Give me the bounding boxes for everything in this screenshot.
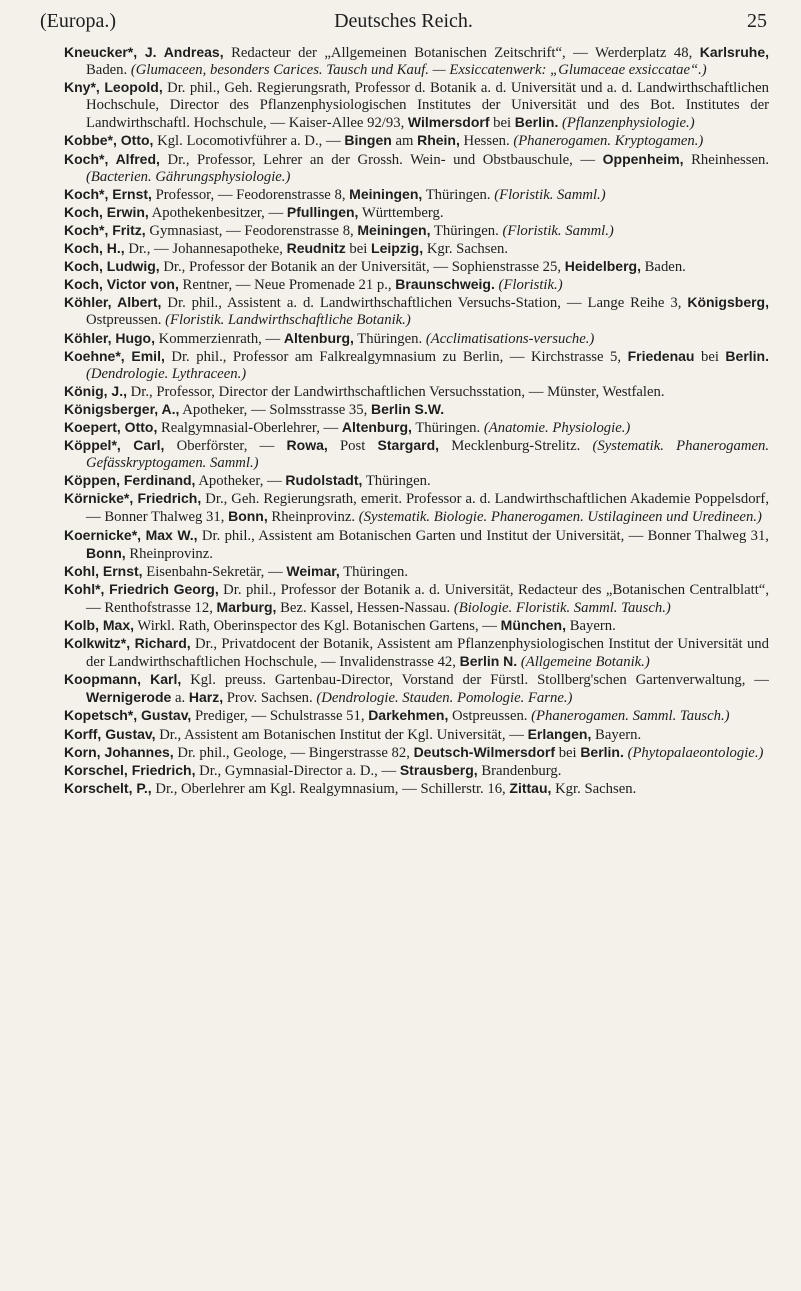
entry-text: Prediger, — Schulstrasse 51, [191, 708, 369, 725]
entry-text: Professor, — Feodorenstrasse 8, [151, 186, 350, 203]
entry-bold-text: Körnicke*, Friedrich, [64, 490, 202, 507]
entry-bold-text: Leipzig, [371, 240, 424, 257]
entry-text: Prov. Sachsen. [223, 690, 317, 707]
entry-bold-text: Korschel, Friedrich, [64, 761, 196, 778]
entry-bold-text: Zittau, [509, 779, 552, 796]
entry-bold-text: Berlin N. [459, 653, 518, 670]
entry-specialty: (Floristik. Landwirthschaftliche Botanik.) [165, 312, 411, 329]
entry-text: Redacteur der „Allgemeinen Botanischen Zeitschrift“, — Werderplatz 48, [223, 45, 700, 61]
directory-entry [64, 707, 769, 725]
entry-specialty: (Pflanzenphysiologie.) [562, 115, 695, 132]
entry-bold-text: Heidelberg, [564, 258, 641, 275]
entry-specialty: (Phanerogamen. Samml. Tausch.) [531, 708, 730, 725]
entry-bold-text: Kny*, Leopold, [64, 79, 163, 96]
directory-entry [64, 401, 769, 419]
entry-specialty: (Biologie. Floristik. Samml. Tausch.) [453, 599, 671, 616]
entry-specialty: (Systematik. Phanerogamen. Gefässkryptogamen. Samml.) [86, 438, 769, 472]
entry-text: Apothekenbesitzer, — [148, 204, 287, 221]
entry-bold-text: Altenburg, [283, 329, 354, 346]
entry-bold-text: Koch, Ludwig, [64, 258, 160, 275]
entry-bold-text: Bonn, [86, 544, 126, 561]
directory-entry [64, 635, 769, 671]
entry-text: Baden. [640, 259, 686, 276]
entry-text: Rentner, — Neue Promenade 21 p., [178, 277, 396, 294]
entry-bold-text: München, [500, 617, 567, 633]
entry-bold-text: Kneucker*, J. Andreas, [64, 44, 224, 60]
entry-specialty: (Anatomie. Physiologie.) [483, 419, 631, 436]
entry-text: Thüringen. [339, 563, 409, 580]
entry-bold-text: Kolkwitz*, Richard, [64, 635, 191, 652]
entry-specialty: (Phanerogamen. Kryptogamen.) [513, 133, 704, 150]
directory-entry [64, 472, 769, 490]
entry-bold-text: Koepert, Otto, [64, 418, 158, 435]
entry-text: Dr., Geh. Regierungsrath, emerit. Professor a. d. Landwirthschaftlichen Akademie Poppelsdorf, — Bonner Thalweg 31, [86, 491, 769, 526]
entry-text: Dr. phil., Geh. Regierungsrath, Professor d. Botanik a. d. Universität und a. d. Landwirthschaftlichen Hochschule, Director des Pflanzenphysiologischen Institutes der Universität und des Bot. Institutes der Landwirthschaftl. Hochschule, — Kaiser-Allee 92/93, [86, 80, 769, 132]
entry-text: Thüringen. [411, 419, 484, 436]
entry-bold-text: Bonn, [228, 508, 268, 525]
entry-text: Rheinprovinz. [125, 545, 213, 562]
entry-specialty: (Phytopalaeontologie.) [627, 744, 764, 761]
entry-text: Rheinprovinz. [267, 509, 359, 526]
entry-bold-text: Köppen, Ferdinand, [64, 472, 196, 489]
entry-text: Ostpreussen. [86, 312, 166, 329]
entry-text: Ostpreussen. [448, 708, 532, 725]
directory-entry [64, 258, 769, 276]
directory-entry [64, 204, 769, 222]
entry-bold-text: Harz, [188, 689, 224, 706]
entry-bold-text: Kohl, Ernst, [64, 562, 143, 579]
entry-bold-text: Koernicke*, Max W., [64, 526, 198, 543]
directory-entry [64, 762, 769, 780]
entry-text: Thüringen. [353, 330, 426, 347]
entry-text: Kgl. preuss. Gartenbau-Director, Vorstand der Fürstl. Stollberg'schen Gartenverwaltung, — [181, 672, 769, 689]
entry-text: Dr. phil., Assistent am Botanischen Garten und Institut der Universität, — Bonner Thalweg 31, [197, 527, 769, 544]
directory-entry [64, 490, 769, 526]
entry-bold-text: Wernigerode [86, 689, 172, 706]
entry-text: Apotheker, — [195, 473, 286, 490]
header-region: (Europa.) [40, 10, 117, 32]
entry-bold-text: Strausberg, [399, 761, 478, 778]
entry-text: Post [327, 438, 378, 455]
entry-specialty: (Glumaceen, besonders Carices. Tausch und Kauf. — Exsiccatenwerk: „Glumaceae exsiccatae“.) [130, 62, 707, 79]
entry-text: a. [171, 690, 189, 707]
entry-text: Dr., Privatdocent der Botanik, Assistent am Pflanzenphysiologischen Institut der Universität und der Landwirthschaftlichen Hochschule, — Invalidenstrasse 42, [86, 636, 769, 671]
directory-entry [64, 563, 769, 581]
directory-entry [64, 419, 769, 437]
entry-text: Apotheker, — Solmsstrasse 35, [179, 401, 371, 418]
entry-text: bei [345, 241, 372, 258]
entry-bold-text: Oppenheim, [602, 150, 684, 167]
directory-entry [64, 186, 769, 204]
entry-bold-text: Rhein, [417, 132, 460, 149]
entry-text: Brandenburg. [477, 762, 562, 779]
entry-bold-text: Rowa, [286, 437, 328, 454]
entry-bold-text: Deutsch-Wilmersdorf [413, 743, 556, 760]
entry-bold-text: Rudolstadt, [285, 472, 363, 489]
entry-specialty: (Dendrologie. Stauden. Pomologie. Farne.) [316, 690, 573, 707]
entry-text: Oberförster, — [164, 438, 287, 455]
entry-bold-text: Koch, Erwin, [64, 203, 149, 220]
entry-text: Kgr. Sachsen. [551, 780, 637, 797]
entry-bold-text: Darkehmen, [368, 707, 449, 724]
entry-text: Kommerzienrath, — [155, 330, 284, 347]
entry-bold-text: Stargard, [377, 437, 440, 454]
directory-entry [64, 294, 769, 329]
directory-entry [64, 437, 769, 472]
entry-bold-text: Berlin. [580, 743, 624, 760]
entry-bold-text: Marburg, [216, 598, 277, 615]
entry-specialty: (Dendrologie. Lythraceen.) [86, 365, 247, 382]
entry-text: bei [555, 744, 581, 761]
directory-entry [64, 276, 769, 294]
entry-text: Gymnasiast, — Feodorenstrasse 8, [145, 222, 358, 239]
directory-entry [64, 383, 769, 401]
entry-text: Kgl. Locomotivführer a. D., — [153, 133, 345, 150]
entry-text: Dr., — Johannesapotheke, [124, 241, 287, 258]
entry-bold-text: Friedenau [627, 347, 695, 364]
entry-text: Dr., Professor, Lehrer an der Grossh. Wein- und Obstbauschule, — [159, 151, 603, 168]
page-number: 25 [747, 10, 767, 32]
directory-entry [64, 222, 769, 240]
entry-specialty: (Floristik. Samml.) [502, 222, 614, 239]
entry-bold-text: Köppel*, Carl, [64, 437, 165, 454]
entry-bold-text: Kopetsch*, Gustav, [64, 707, 192, 724]
directory-entry [64, 348, 769, 383]
entry-text: bei [694, 348, 726, 365]
entry-bold-text: Wilmersdorf [407, 114, 490, 131]
entry-text: Dr., Professor, Director der Landwirthschaftlichen Versuchsstation, — Münster, Westfalen. [127, 383, 665, 400]
entry-bold-text: Koch, Victor von, [64, 276, 179, 293]
entry-bold-text: Erlangen, [527, 725, 592, 742]
directory-entry [64, 617, 769, 635]
directory-entry [64, 744, 769, 762]
entry-text: Dr., Professor der Botanik an der Universität, — Sophienstrasse 25, [159, 259, 565, 276]
entry-specialty: (Floristik. Samml.) [494, 186, 606, 203]
entry-text: Bayern. [591, 726, 642, 743]
entry-text: Dr. phil., Geologe, — Bingerstrasse 82, [173, 744, 414, 761]
entry-text: Eisenbahn-Sekretär, — [142, 563, 287, 580]
entry-text: Realgymnasial-Oberlehrer, — [157, 419, 342, 436]
entry-bold-text: Koopmann, Karl, [64, 671, 182, 688]
entry-bold-text: Korn, Johannes, [64, 743, 174, 760]
directory-entry [64, 527, 769, 563]
entry-text: Dr. phil., Professor am Falkrealgymnasium zu Berlin, — Kirchstrasse 5, [164, 348, 628, 365]
entry-bold-text: Köhler, Hugo, [64, 329, 155, 346]
entry-bold-text: Berlin S.W. [370, 400, 445, 417]
entry-bold-text: Berlin. [725, 347, 769, 364]
entry-text: Württemberg. [358, 204, 444, 221]
directory-entry [64, 780, 769, 798]
header-title: Deutsches Reich. [334, 10, 473, 32]
entry-bold-text: Reudnitz [286, 240, 346, 257]
entry-bold-text: Meiningen, [357, 221, 431, 238]
directory-entry [64, 726, 769, 744]
entry-text: Bayern. [566, 618, 616, 634]
entry-bold-text: Köhler, Albert, [64, 294, 162, 311]
entry-text: Dr. phil., Assistent a. d. Landwirthschaftlichen Versuchs-Station, — Lange Reihe 3, [161, 295, 688, 312]
entry-bold-text: König, J., [64, 382, 127, 399]
entry-bold-text: Karlsruhe, [699, 44, 769, 60]
directory-entry [64, 79, 769, 132]
entry-bold-text: Korff, Gustav, [64, 725, 156, 742]
entry-bold-text: Koch*, Ernst, [64, 185, 152, 202]
entry-text: Rheinhessen. [683, 151, 770, 168]
directory-entry [64, 581, 769, 617]
entry-bold-text: Koehne*, Emil, [64, 347, 165, 364]
entry-text: Dr. phil., Professor der Botanik a. d. Universität, Redacteur des „Botanischen Centralblatt“, — Renthofstrasse 12, [86, 581, 769, 616]
entry-bold-text: Kohl*, Friedrich Georg, [64, 580, 219, 597]
running-header [40, 6, 767, 36]
entry-text: bei [489, 115, 515, 132]
entry-text: Thüringen. [362, 473, 431, 490]
entry-text: Hessen. [459, 133, 514, 150]
entry-text: Dr., Oberlehrer am Kgl. Realgymnasium, — Schillerstr. 16, [151, 780, 510, 797]
directory-entry [64, 671, 769, 707]
entry-text: Thüringen. [430, 222, 503, 239]
entry-bold-text: Koch, H., [64, 240, 125, 257]
entry-text: Mecklenburg-Strelitz. [439, 438, 593, 455]
entry-bold-text: Berlin. [514, 114, 559, 131]
entry-specialty: (Acclimatisations-versuche.) [425, 330, 595, 347]
entry-bold-text: Altenburg, [341, 418, 412, 435]
directory-entry [64, 151, 769, 186]
entry-specialty: (Floristik.) [498, 277, 563, 294]
entry-bold-text: Kolb, Max, [64, 617, 135, 633]
entry-bold-text: Königsberg, [687, 294, 769, 311]
directory-entries [64, 44, 769, 798]
entry-bold-text: Königsberger, A., [64, 400, 180, 417]
entry-bold-text: Koch*, Fritz, [64, 221, 146, 238]
directory-entry [64, 240, 769, 258]
entry-text: Bez. Kassel, Hessen-Nassau. [276, 599, 454, 616]
entry-bold-text: Braunschweig. [395, 276, 495, 293]
directory-entry [64, 330, 769, 348]
entry-text: Thüringen. [422, 186, 495, 203]
entry-text: Dr., Gymnasial-Director a. D., — [195, 762, 400, 779]
entry-specialty: (Systematik. Biologie. Phanerogamen. Ustilagineen und Uredineen.) [358, 509, 762, 526]
entry-specialty: (Allgemeine Botanik.) [520, 654, 650, 671]
entry-bold-text: Korschelt, P., [64, 779, 152, 796]
directory-entry [64, 132, 769, 150]
entry-bold-text: Koch*, Alfred, [64, 150, 160, 167]
entry-bold-text: Bingen [344, 132, 392, 149]
entry-text: Dr., Assistent am Botanischen Institut der Kgl. Universität, — [155, 726, 528, 743]
entry-bold-text: Pfullingen, [286, 203, 359, 220]
entry-bold-text: Weimar, [286, 562, 340, 579]
entry-bold-text: Kobbe*, Otto, [64, 132, 154, 149]
entry-specialty: (Bacterien. Gährungsphysiologie.) [86, 168, 291, 185]
directory-entry [64, 44, 769, 79]
entry-text: Wirkl. Rath, Oberinspector des Kgl. Botanischen Gartens, — [134, 618, 501, 634]
entry-bold-text: Meiningen, [349, 185, 423, 202]
entry-text: Baden. [86, 62, 131, 79]
entry-text: am [391, 133, 418, 150]
entry-text: Kgr. Sachsen. [423, 241, 508, 258]
